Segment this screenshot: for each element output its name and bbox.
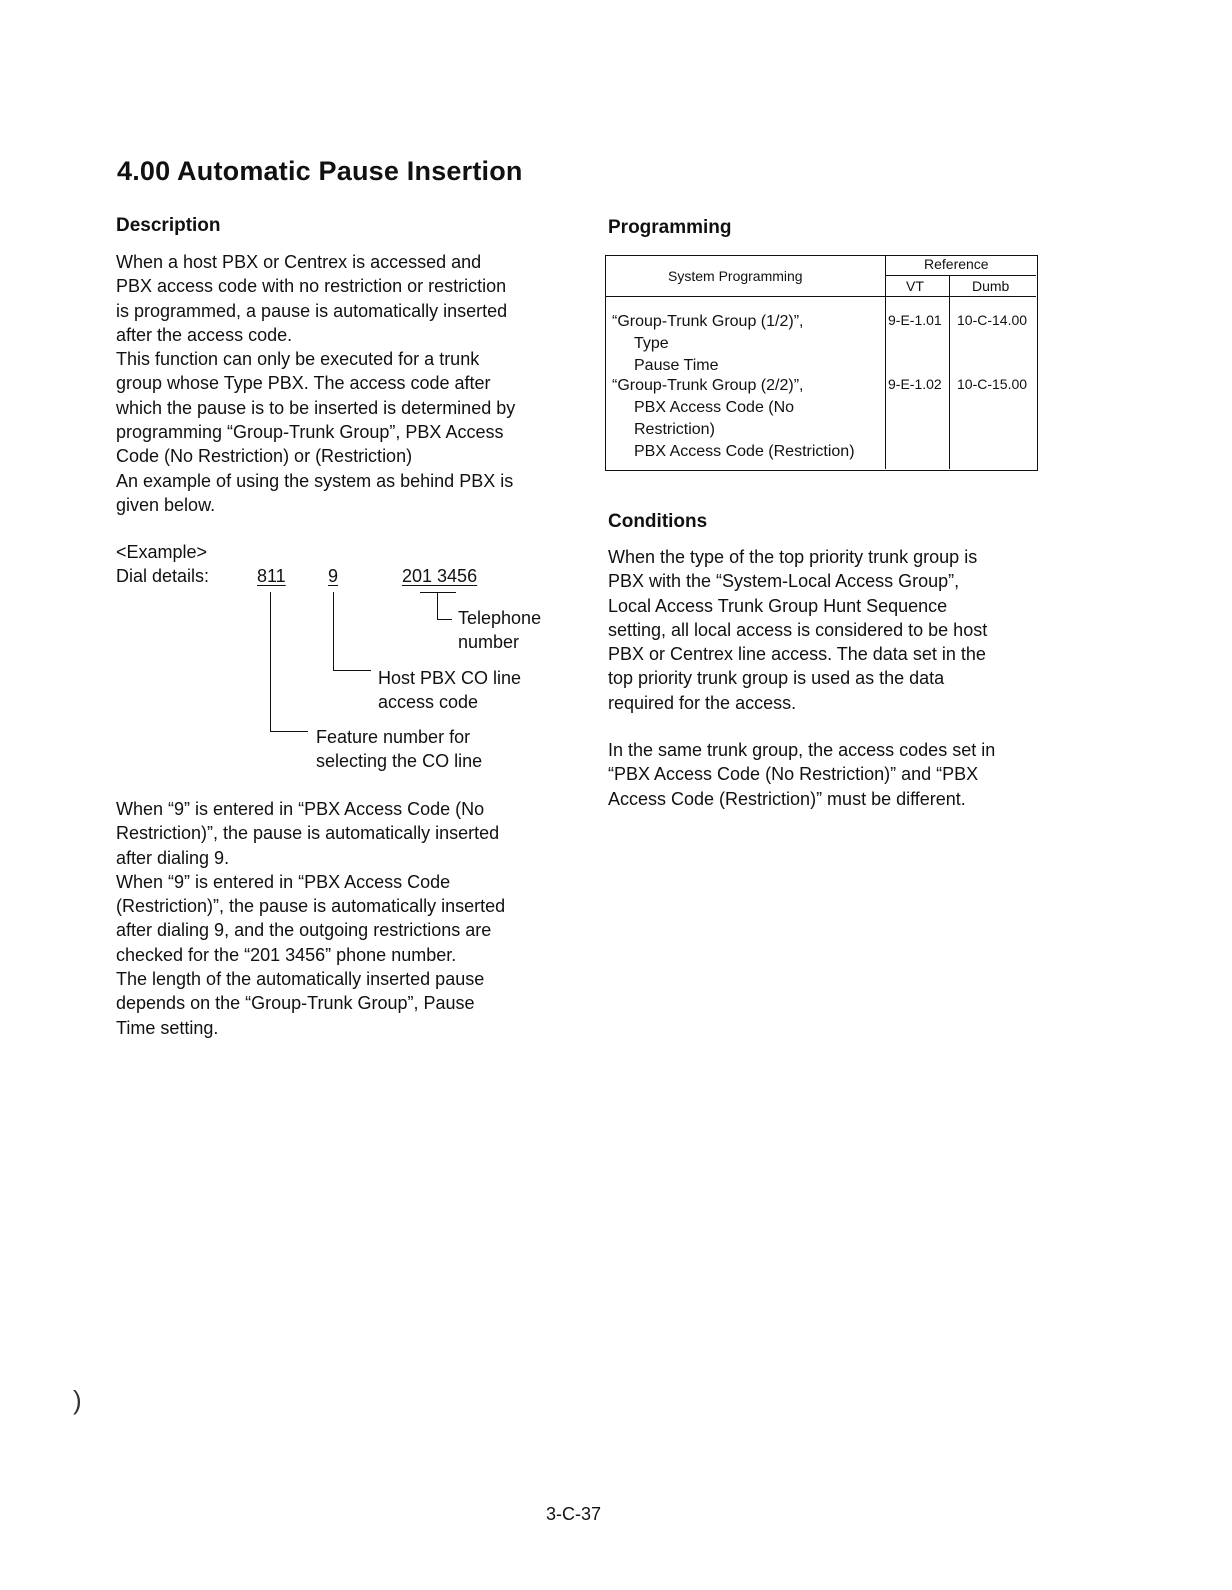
conditions-line: Local Access Trunk Group Hunt Sequence — [608, 595, 948, 616]
page-number: 3-C-37 — [546, 1504, 602, 1524]
host-access-code: 9 — [328, 566, 339, 586]
programming-heading: Programming — [608, 217, 732, 238]
conditions-line: PBX with the “System-Local Access Group”, — [608, 571, 960, 592]
conditions-line: When the type of the top priority trunk group is — [608, 547, 978, 567]
row2-pbx-access-1: PBX Access Code (No — [634, 399, 795, 416]
page-title: 4.00 Automatic Pause Insertion — [117, 156, 523, 186]
row1-dumb-ref: 10-C-14.00 — [957, 312, 1028, 328]
table-divider-reference — [949, 275, 950, 469]
table-divider-system — [885, 256, 886, 469]
system-programming-header: System Programming — [668, 268, 803, 284]
row2-dumb-ref: 10-C-15.00 — [957, 376, 1028, 392]
row2-pbx-access-2: Restriction) — [634, 421, 715, 438]
feature-label-l2: selecting the CO line — [316, 751, 483, 771]
feature-label-l1: Feature number for — [316, 727, 471, 747]
description-line: An example of using the system as behind PBX is — [116, 470, 514, 491]
example-label: <Example> — [116, 542, 208, 562]
notes-line: (Restriction)”, the pause is automatically inserted — [116, 896, 506, 917]
phone-bracket-line — [437, 592, 438, 619]
conditions-line: Access Code (Restriction)” must be different. — [608, 788, 966, 809]
conditions-paragraph-2 — [608, 738, 995, 811]
conditions-line: top priority trunk group is used as the data — [608, 668, 945, 689]
description-line: Code (No Restriction) or (Restriction) — [116, 446, 413, 467]
description-line: programming “Group-Trunk Group”, PBX Access — [116, 422, 504, 443]
conditions-line: PBX or Centrex line access. The data set in the — [608, 644, 986, 665]
row1-vt-ref: 9-E-1.01 — [888, 312, 942, 328]
host-label-l2: access code — [378, 692, 479, 712]
host-bracket-line — [333, 592, 334, 670]
telephone-label-l1: Telephone — [458, 608, 542, 628]
phone-bracket-top — [420, 592, 456, 593]
table-header-divider — [606, 296, 1036, 297]
programming-table — [605, 255, 1038, 471]
description-line: When a host PBX or Centrex is accessed and — [116, 252, 482, 272]
notes-line: after dialing 9, and the outgoing restrictions are — [116, 920, 492, 941]
conditions-line: setting, all local access is considered to be host — [608, 619, 988, 640]
notes-line: checked for the “201 3456” phone number. — [116, 944, 457, 965]
reference-header: Reference — [924, 256, 989, 272]
notes-line: When “9” is entered in “PBX Access Code — [116, 871, 451, 892]
notes-line: Time setting. — [116, 1017, 219, 1038]
phone-bracket-tick — [437, 619, 452, 620]
description-body — [116, 250, 515, 517]
notes-body — [116, 797, 505, 1040]
telephone-label-l2: number — [458, 632, 520, 652]
host-label-l1: Host PBX CO line — [378, 668, 522, 688]
row2-group-label: “Group-Trunk Group (2/2)”, — [612, 377, 804, 394]
description-line: which the pause is to be inserted is determined by — [116, 397, 516, 418]
row1-type: Type — [634, 335, 669, 352]
description-line: group whose Type PBX. The access code after — [116, 373, 491, 394]
feature-code: 811 — [257, 566, 286, 586]
dial-details-label: Dial details: — [116, 566, 210, 586]
row2-pbx-access-restriction: PBX Access Code (Restriction) — [634, 443, 855, 460]
conditions-paragraph-1 — [608, 545, 987, 715]
row2-vt-ref: 9-E-1.02 — [888, 376, 942, 392]
host-bracket-tick — [333, 670, 371, 671]
notes-line: When “9” is entered in “PBX Access Code (No — [116, 799, 485, 819]
notes-line: depends on the “Group-Trunk Group”, Pause — [116, 993, 475, 1014]
description-line: given below. — [116, 494, 216, 515]
row1-pause-time: Pause Time — [634, 357, 719, 374]
conditions-line: required for the access. — [608, 692, 797, 713]
feature-bracket-tick — [270, 731, 308, 732]
description-heading: Description — [116, 215, 221, 236]
description-line: after the access code. — [116, 324, 293, 345]
feature-bracket-line — [270, 592, 271, 731]
notes-line: The length of the automatically inserted pause — [116, 969, 485, 990]
description-line: This function can only be executed for a trunk — [116, 349, 480, 370]
notes-line: after dialing 9. — [116, 847, 230, 868]
description-line: is programmed, a pause is automatically inserted — [116, 300, 508, 321]
conditions-line: In the same trunk group, the access codes set in — [608, 740, 996, 760]
notes-line: Restriction)”, the pause is automatically inserted — [116, 823, 500, 844]
conditions-line: “PBX Access Code (No Restriction)” and “PBX — [608, 764, 979, 785]
conditions-heading: Conditions — [608, 511, 708, 532]
margin-mark: ) — [73, 1385, 82, 1415]
dumb-header: Dumb — [972, 278, 1010, 294]
phone-number: 201 3456 — [402, 566, 478, 586]
table-divider-reference-sub — [885, 275, 1036, 276]
row1-group-label: “Group-Trunk Group (1/2)”, — [612, 313, 804, 330]
description-line: PBX access code with no restriction or restriction — [116, 276, 507, 297]
vt-header: VT — [906, 278, 924, 294]
